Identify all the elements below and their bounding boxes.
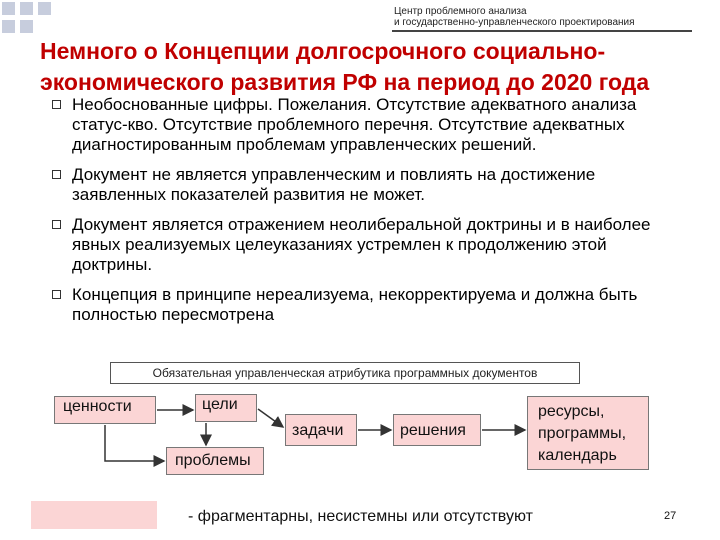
node-resources-line: ресурсы,: [538, 403, 605, 420]
bullet-text: Необоснованные цифры. Пожелания. Отсутствие адекватного анализа статус-кво. Отсутствие проблемного перечня. Отсутствие адекватных диагностированным проблемам управленческих решений.: [72, 95, 637, 154]
node-resources-line: календарь: [538, 447, 617, 464]
node-goals: цели: [195, 394, 257, 422]
node-resources-line: программы,: [538, 425, 627, 442]
diagram-caption: Обязательная управленческая атрибутика программных документов: [110, 362, 580, 384]
legend-swatch: [31, 501, 157, 529]
slide-title: Немного о Концепции долгосрочного социально-экономического развития РФ на период до 2020 года: [40, 38, 650, 95]
node-tasks: задачи: [285, 414, 357, 446]
header-org-line2: и государственно-управленческого проектирования: [394, 17, 635, 28]
page-number: 27: [664, 510, 677, 522]
arrow-values-to-problems: [105, 425, 164, 461]
legend-text: - фрагментарны, несистемны или отсутствуют: [188, 508, 533, 525]
node-decisions: решения: [393, 414, 481, 446]
bullet-text: Концепция в принципе нереализуема, некорректируема и должна быть полностью пересмотрена: [72, 285, 638, 324]
header-org-line1: Центр проблемного анализа: [394, 6, 527, 17]
node-problems: проблемы: [166, 447, 264, 475]
bullet-text: Документ является отражением неолиберальной доктрины и в наиболее явных реализуемых целеуказаниях устремлен к продолжению этой доктрины.: [72, 215, 651, 274]
node-resources: [527, 396, 649, 470]
node-values: ценности: [54, 396, 156, 424]
arrow-goals-to-tasks: [258, 409, 283, 427]
bullet-text: Документ не является управленческим и повлиять на достижение заявленных показателей развития не может.: [72, 165, 596, 204]
